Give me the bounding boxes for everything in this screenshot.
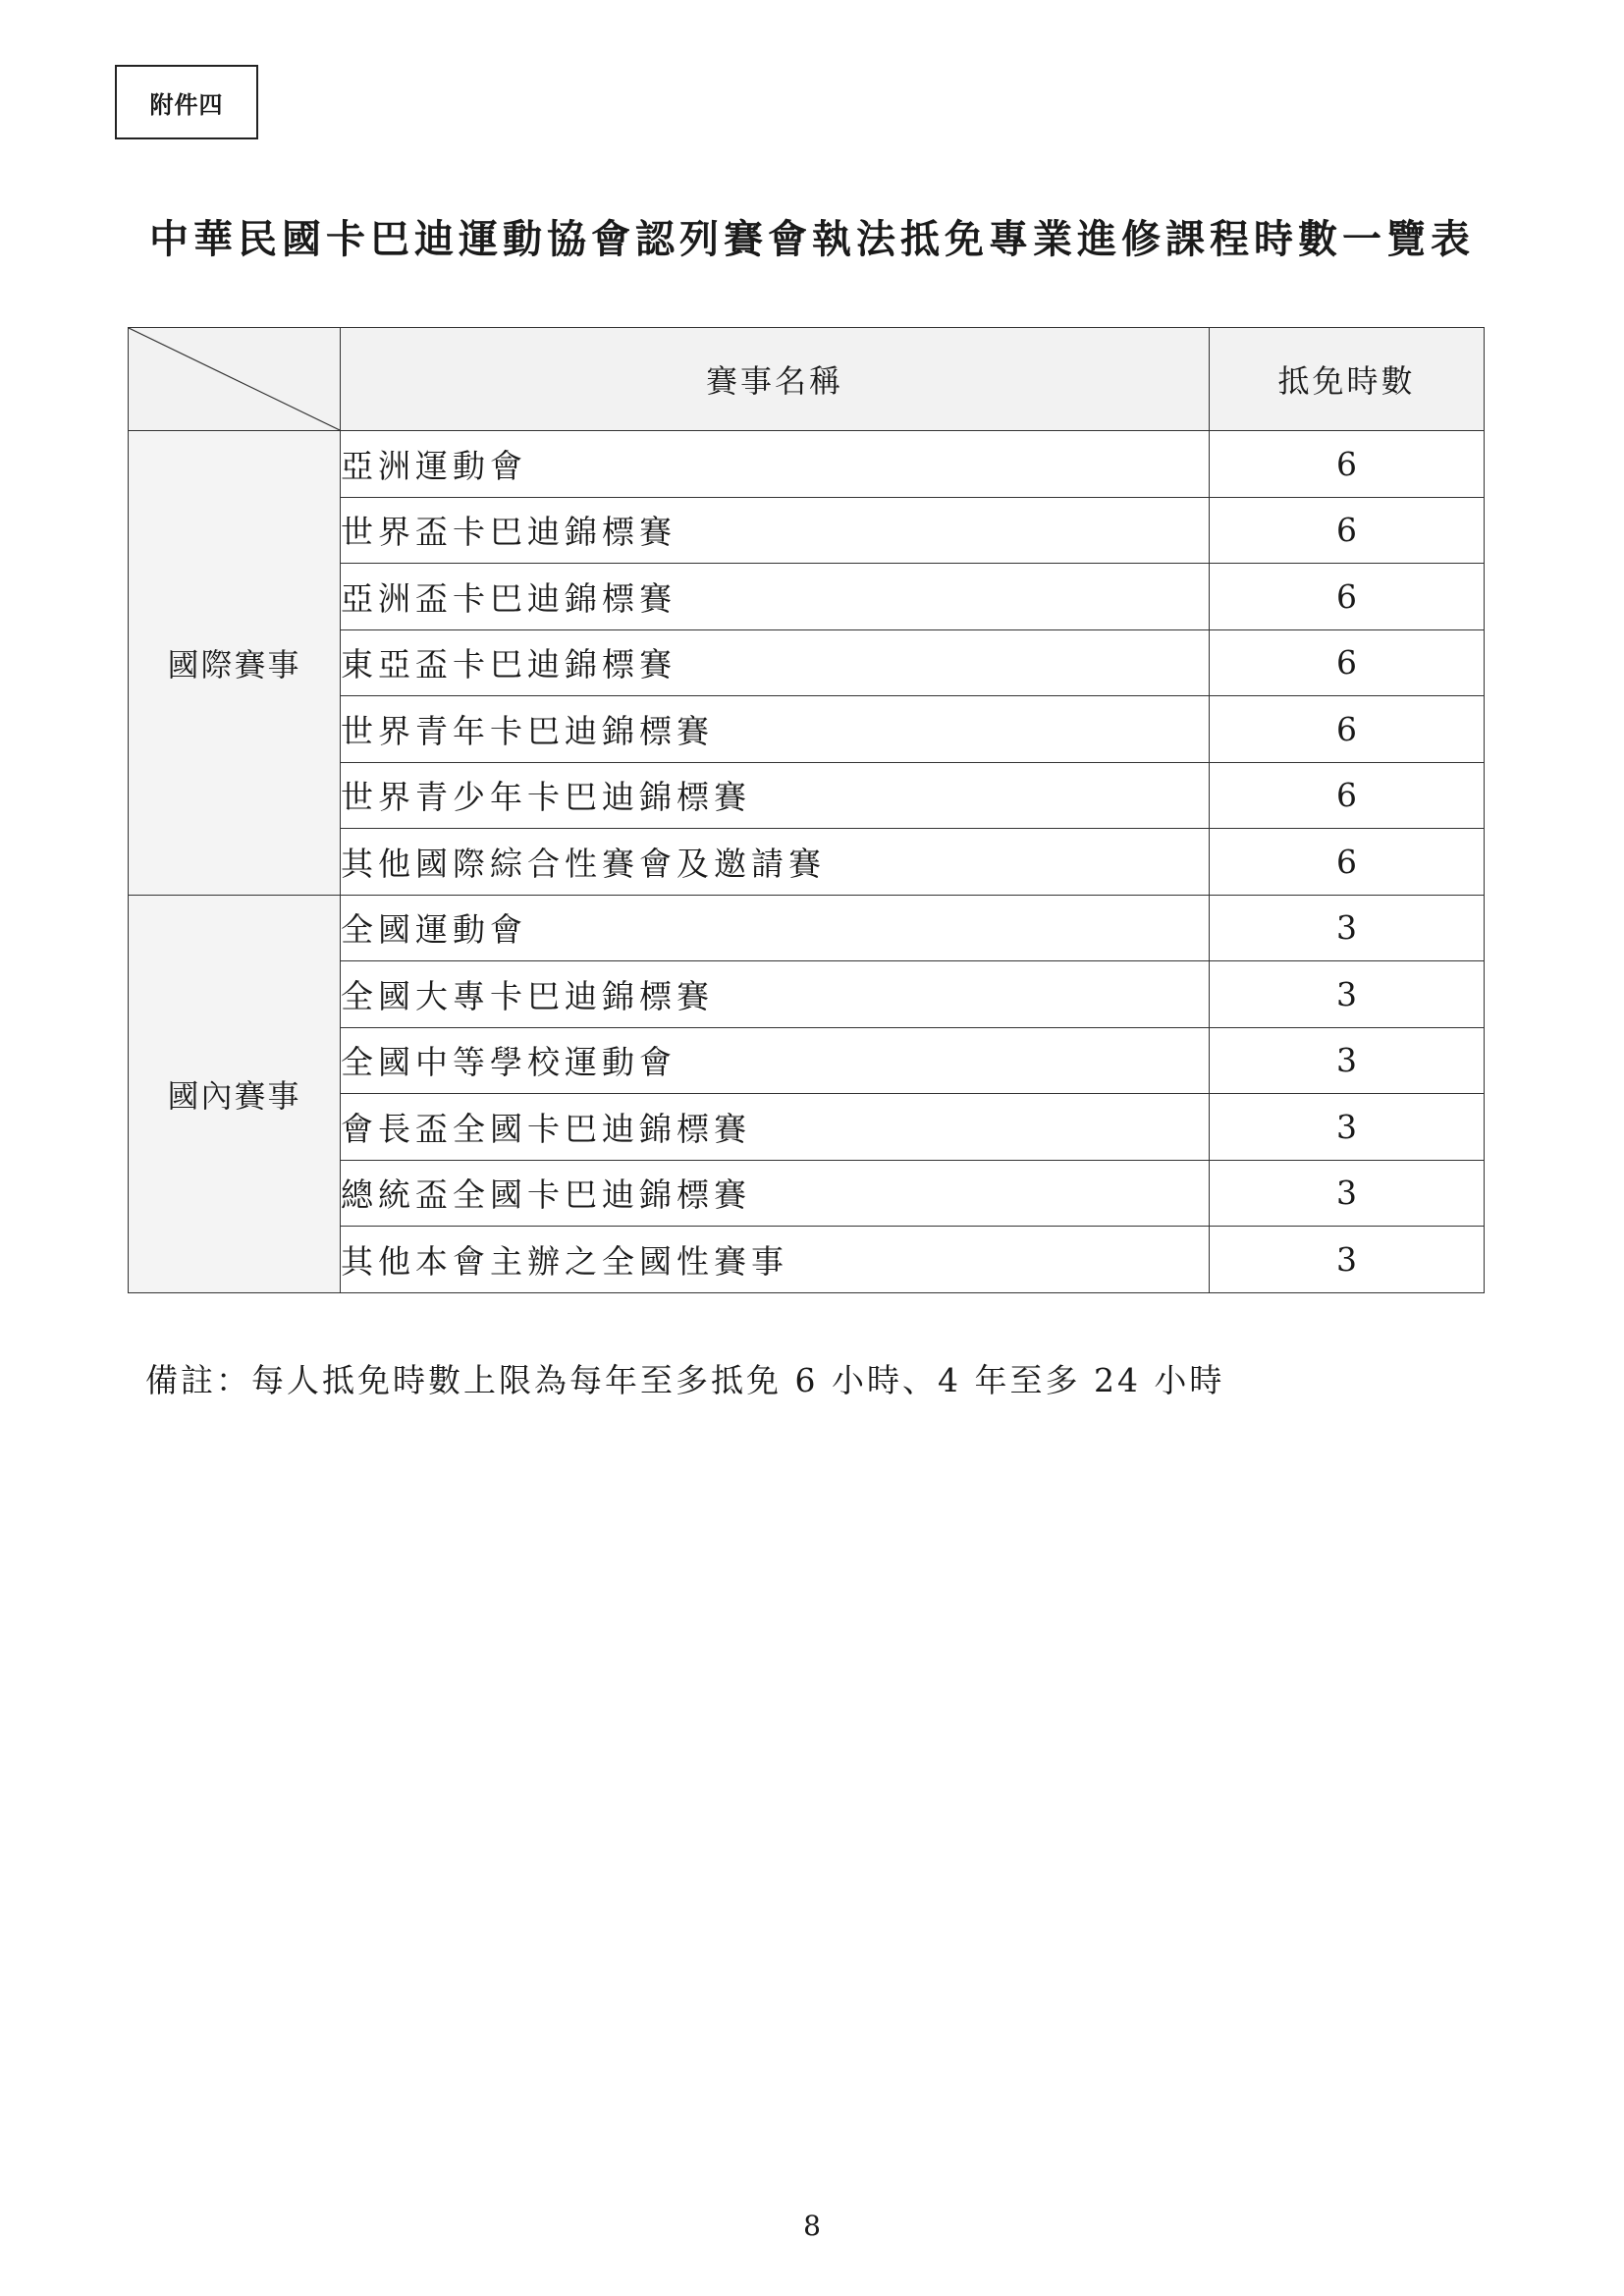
header-event-name: 賽事名稱 — [341, 328, 1210, 431]
category-international: 國際賽事 — [129, 431, 341, 896]
diagonal-header-cell — [129, 328, 341, 431]
category-domestic: 國內賽事 — [129, 895, 341, 1292]
table-row — [129, 895, 1485, 961]
event-name: 世界青年卡巴迪錦標賽 — [341, 696, 1210, 763]
remark-note: 備註：每人抵免時數上限為每年至多抵免 6 小時、4 年至多 24 小時 — [145, 1361, 1225, 1399]
event-hours: 6 — [1210, 696, 1485, 763]
header-hours: 抵免時數 — [1210, 328, 1485, 431]
event-hours: 6 — [1210, 829, 1485, 896]
event-hours: 6 — [1210, 629, 1485, 696]
table-row — [129, 431, 1485, 498]
event-name: 全國運動會 — [341, 895, 1210, 961]
event-hours: 6 — [1210, 431, 1485, 498]
document-title: 中華民國卡巴迪運動協會認列賽會執法抵免專業進修課程時數一覽表 — [149, 216, 1475, 262]
event-name: 其他國際綜合性賽會及邀請賽 — [341, 829, 1210, 896]
event-name: 世界青少年卡巴迪錦標賽 — [341, 762, 1210, 829]
event-name: 亞洲盃卡巴迪錦標賽 — [341, 564, 1210, 630]
event-name: 全國大專卡巴迪錦標賽 — [341, 961, 1210, 1028]
event-hours: 6 — [1210, 564, 1485, 630]
event-name: 全國中等學校運動會 — [341, 1027, 1210, 1094]
table-header-row — [129, 328, 1485, 431]
event-name: 其他本會主辦之全國性賽事 — [341, 1227, 1210, 1293]
event-hours: 3 — [1210, 1227, 1485, 1293]
event-name: 總統盃全國卡巴迪錦標賽 — [341, 1160, 1210, 1227]
event-name: 東亞盃卡巴迪錦標賽 — [341, 629, 1210, 696]
event-hours: 6 — [1210, 497, 1485, 564]
event-name: 亞洲運動會 — [341, 431, 1210, 498]
event-name: 世界盃卡巴迪錦標賽 — [341, 497, 1210, 564]
event-hours: 3 — [1210, 1027, 1485, 1094]
event-hours: 3 — [1210, 1094, 1485, 1161]
page-number: 8 — [803, 2210, 821, 2242]
event-hours: 3 — [1210, 1160, 1485, 1227]
event-hours: 3 — [1210, 895, 1485, 961]
event-hours: 6 — [1210, 762, 1485, 829]
event-hours: 3 — [1210, 961, 1485, 1028]
exemption-hours-table — [128, 327, 1485, 1293]
event-name: 會長盃全國卡巴迪錦標賽 — [341, 1094, 1210, 1161]
diagonal-divider-icon — [129, 328, 340, 430]
attachment-label: 附件四 — [115, 65, 258, 139]
